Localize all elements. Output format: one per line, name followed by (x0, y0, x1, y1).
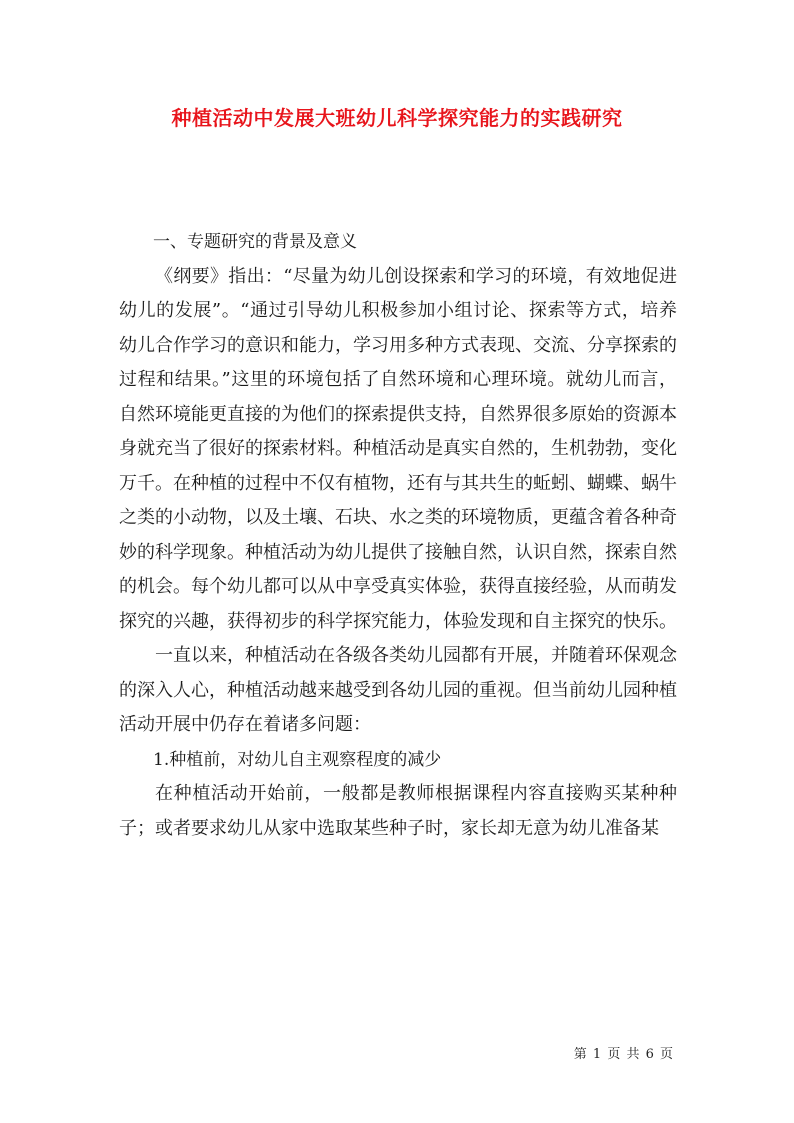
body-paragraph: 在种植活动开始前，一般都是教师根据课程内容直接购买某种种子；或者要求幼儿从家中选取某些种子时，家长却无意为幼儿准备某 (119, 783, 677, 839)
body-paragraph: 《纲要》指出：“尽量为幼儿创设探索和学习的环境，有效地促进幼儿的发展”。“通过引导幼儿积极参加小组讨论、探索等方式，培养幼儿合作学习的意识和能力，学习用多种方式表现、交流、分享探索的过程和结果。”这里的环境包括了自然环境和心理环境。就幼儿而言，自然环境能更直接的为他们的探索提供支持，自然界很多原始的资源本身就充当了很好的探索材料。种植活动是真实自然的，生机勃勃，变化万千。在种植的过程中不仅有植物，还有与其共生的蚯蚓、蝴蝶、蜗牛之类的小动物，以及土壤、石块、水之类的环境物质，更蕴含着各种奇妙的科学现象。种植活动为幼儿提供了接触自然，认识自然，探索自然的机会。每个幼儿都可以从中享受真实体验，获得直接经验，从而萌发探究的兴趣，获得初步的科学探究能力，体验发现和自主探究的快乐。 (119, 265, 677, 632)
document-title: 种植活动中发展大班幼儿科学探究能力的实践研究 (171, 106, 623, 130)
body-paragraph: 一直以来，种植活动在各级各类幼儿园都有开展，并随着环保观念的深入人心，种植活动越来越受到各幼儿园的重视。但当前幼儿园种植活动开展中仍存在着诸多问题： (119, 645, 677, 735)
page-number: 第 1 页 共 6 页 (573, 1047, 674, 1062)
section-heading: 一、专题研究的背景及意义 (153, 232, 357, 252)
document-body (119, 225, 677, 846)
subsection-heading: 1.种植前，对幼儿自主观察程度的减少 (153, 749, 442, 770)
